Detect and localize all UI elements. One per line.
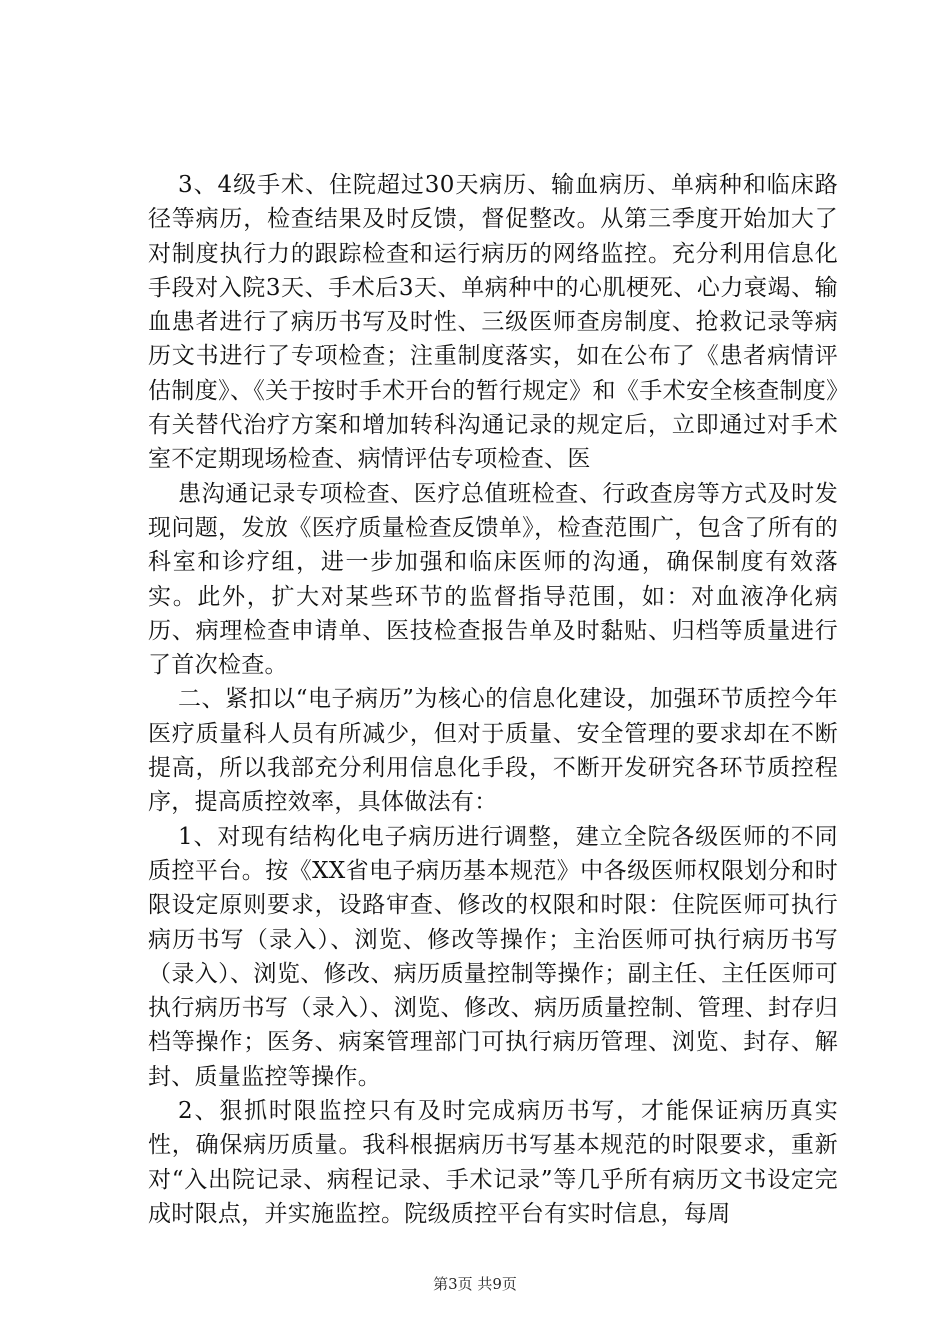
paragraph-time-limit-monitoring: 2、狠抓时限监控只有及时完成病历书写，才能保证病历真实性，确保病历质量。我科根据病历书写基本规范的时限要求，重新对“入出院记录、病程记录、手术记录”等几乎所有病历文书设定完成时限点，并实施监控。院级质控平台有实时信息，每周	[148, 1098, 838, 1227]
paragraph-communication-records-check: 患沟通记录专项检查、医疗总值班检查、行政查房等方式及时发现问题，发放《医疗质量检查反馈单》，检查范围广，包含了所有的科室和诊疗组，进一步加强和临床医师的沟通，确保制度有效落实。此外，扩大对某些环节的监督指导范围，如：对血液净化病历、病理检查申请单、医技检查报告单及时黏贴、归档等质量进行了首次检查。	[148, 480, 838, 679]
page-number-footer: 第3页 共9页	[433, 1275, 517, 1293]
paragraph-quality-control-platform: 1、对现有结构化电子病历进行调整，建立全院各级医师的不同质控平台。按《XX省电子病历基本规范》中各级医师权限划分和时限设定原则要求，设路审查、修改的权限和时限：住院医师可执行病历书写（录入）、浏览、修改等操作；主治医师可执行病历书写（录入）、浏览、修改、病历质量控制等操作；副主任、主任医师可执行病历书写（录入）、浏览、修改、病历质量控制、管理、封存归档等操作；医务、病案管理部门可执行病历管理、浏览、封存、解封、质量监控等操作。	[148, 823, 838, 1090]
paragraph-surgery-records-check: 3、4级手术、住院超过30天病历、输血病历、单病种和临床路径等病历，检查结果及时反馈，督促整改。从第三季度开始加大了对制度执行力的跟踪检查和运行病历的网络监控。充分利用信息化手段对入院3天、手术后3天、单病种中的心肌梗死、心力衰竭、输血患者进行了病历书写及时性、三级医师查房制度、抢救记录等病历文书进行了专项检查；注重制度落实，如在公布了《患者病情评估制度》、《关于按时手术开台的暂行规定》和《手术安全核查制度》有关替代治疗方案和增加转科沟通记录的规定后，立即通过对手术室不定期现场检查、病情评估专项检查、医	[148, 172, 838, 473]
paragraph-emr-informatization: 二、紧扣以“电子病历”为核心的信息化建设，加强环节质控今年医疗质量科人员有所减少，但对于质量、安全管理的要求却在不断提高，所以我部充分利用信息化手段，不断开发研究各环节质控程序，提高质控效率，具体做法有：	[148, 686, 838, 816]
document-body	[148, 168, 838, 1231]
